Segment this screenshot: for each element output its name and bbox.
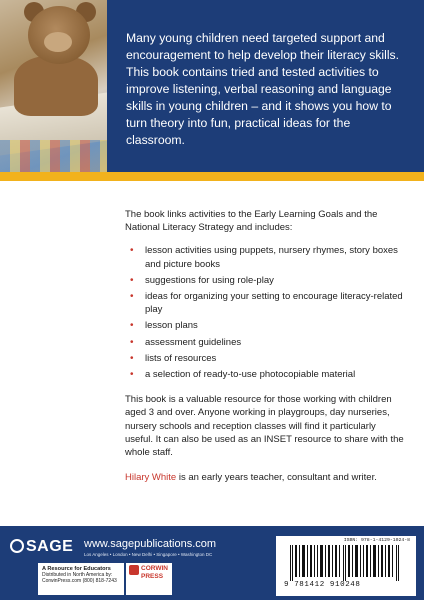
bullet-icon: • [130, 352, 134, 364]
corwin-press-logo: CORWIN PRESS [126, 563, 172, 595]
barcode-bars [290, 545, 402, 581]
bullet-icon: • [130, 336, 134, 348]
publisher-url: www.sagepublications.com [84, 538, 217, 550]
list-item: • a selection of ready-to-use photocopiable material [130, 369, 356, 381]
publisher-footer [0, 526, 424, 600]
cover-photo-teddy-bear [0, 0, 107, 172]
bullet-icon: • [130, 274, 134, 286]
author-description: is an early years teacher, consultant and writer. [176, 472, 377, 484]
audience-text: This book is a valuable resource for those working with children aged 3 and over. Anyone working in playgroups, day nurseries, nursery schools and reception classes will find it particularly useful. It can also be used as an INSET resource to share with the whole staff. [125, 394, 404, 459]
bullet-icon: • [130, 320, 134, 332]
sage-ring-icon [10, 539, 24, 553]
corwin-mark-icon [129, 565, 139, 575]
isbn-barcode [276, 536, 416, 596]
back-cover-body [125, 208, 405, 494]
feature-list [125, 244, 405, 381]
list-item: • ideas for organizing your setting to encourage literacy-related play [130, 291, 403, 316]
intro-panel [107, 0, 424, 172]
bullet-icon: • [130, 245, 134, 257]
list-item: • lesson activities using puppets, nursery rhymes, story boxes and picture books [130, 245, 398, 270]
intro-text: Many young children need targeted support and encouragement to help develop their literacy skills. This book contains tried and tested activities to improve listening, verbal reasoning and language skills in young children – and it shows you how to turn theory into fun, practical ideas for the classroom. [126, 31, 400, 147]
teddy-body [14, 56, 98, 116]
teddy-snout [44, 32, 72, 52]
list-item: • assessment guidelines [130, 336, 242, 348]
author-name: Hilary White [125, 472, 177, 484]
links-intro: The book links activities to the Early Learning Goals and the National Literacy Strategy and includes: [125, 209, 378, 234]
resource-distribution: Distributed in North America by: [42, 572, 113, 579]
list-item: • suggestions for using role-play [130, 274, 274, 286]
resource-title: A Resource for Educators [42, 566, 111, 572]
resource-contact: CorwinPress.com (800) 818-7243 [42, 578, 117, 585]
bullet-icon: • [130, 369, 134, 381]
gold-divider-bar [0, 172, 424, 181]
resource-for-educators-box [38, 563, 124, 595]
isbn-number: ISBN: 978-1-4129-1024-8 [343, 538, 410, 543]
bullet-icon: • [130, 291, 134, 303]
barcode-digits: 9 781412 910248 [284, 581, 361, 589]
author-bio [125, 471, 405, 484]
publisher-cities: Los Angeles • London • New Delhi • Singapore • Washington DC [84, 552, 213, 557]
list-item: • lists of resources [130, 352, 217, 364]
photo-play-mat [0, 140, 107, 172]
list-item: • lesson plans [130, 320, 198, 332]
sage-logo: SAGE [10, 538, 78, 556]
